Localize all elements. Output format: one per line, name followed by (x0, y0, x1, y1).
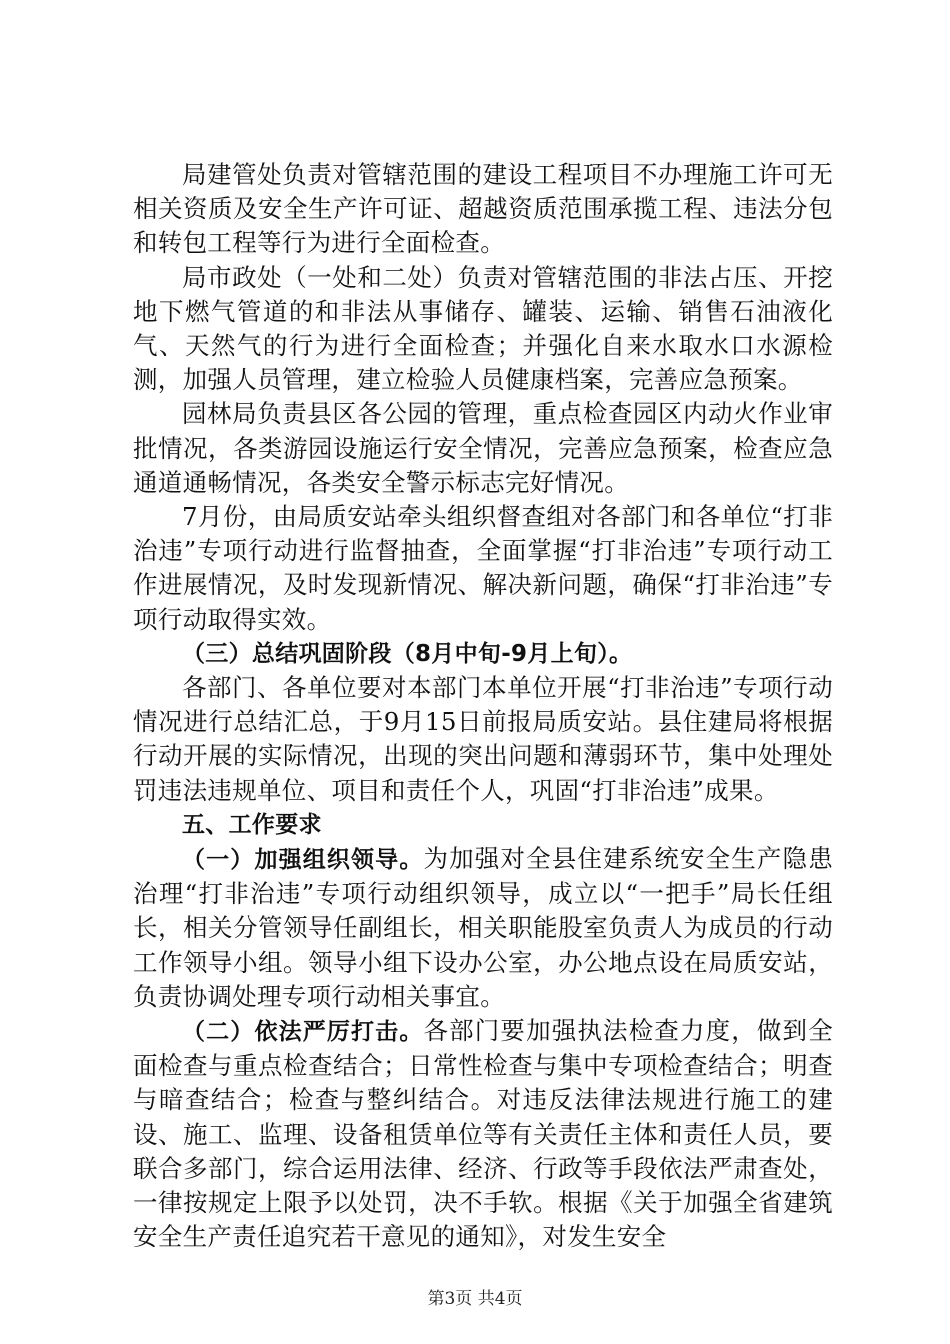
paragraph-strict-enforcement (133, 1014, 833, 1254)
page-number-footer: 第3页 共4页 (427, 1289, 523, 1309)
paragraph-july-inspection: 7月份，由局质安站牵头组织督查组对各部门和各单位“打非治违”专项行动进行监督抽查，全面掌握“打非治违”专项行动工作进展情况，及时发现新情况、解决新问题，确保“打非治违”专项行动取得实效。 (133, 502, 833, 634)
body-organization-leadership: 为加强对全县住建系统安全生产隐患治理“打非治违”专项行动组织领导，成立以“一把手”局长任组长，相关分管领导任副组长，相关职能股室负责人为成员的行动工作领导小组。领导小组下设办公室，办公地点设在局质安站，负责协调处理专项行动相关事宜。 (133, 844, 833, 1011)
paragraph-municipal-dept: 局市政处（一处和二处）负责对管辖范围的非法占压、开挖地下燃气管道的和非法从事储存、罐装、运输、销售石油液化气、天然气的行为进行全面检查；并强化自来水取水口水源检测，加强人员管理，建立检验人员健康档案，完善应急预案。 (133, 262, 833, 395)
body-strict-enforcement: 各部门要加强执法检查力度，做到全面检查与重点检查结合；日常性检查与集中专项检查结合；明查与暗查结合；检查与整纠结合。对违反法律法规进行施工的建设、施工、监理、设备租赁单位等有关责任主体和责任人员，要联合多部门，综合运用法律、经济、行政等手段依法严肃查处，一律按规定上限予以处罚，决不手软。根据《关于加强全省建筑安全生产责任追究若干意见的通知》，对发生安全 (133, 1016, 833, 1252)
document-body (133, 158, 833, 1255)
section-heading-work-requirements: 五、工作要求 (182, 811, 322, 838)
section-heading-summary-phase: （三）总结巩固阶段（8月中旬-9月上旬）。 (182, 640, 633, 667)
lead-organization-leadership: （一）加强组织领导。 (182, 847, 424, 874)
paragraph-summary-report: 各部门、各单位要对本部门本单位开展“打非治违”专项行动情况进行总结汇总，于9月15日前报局质安站。县住建局将根据行动开展的实际情况，出现的突出问题和薄弱环节，集中处理处罚违法违规单位、项目和责任个人，巩固“打非治违”成果。 (133, 673, 833, 805)
paragraph-construction-dept: 局建管处负责对管辖范围的建设工程项目不办理施工许可无相关资质及安全生产许可证、超越资质范围承揽工程、违法分包和转包工程等行为进行全面检查。 (133, 160, 833, 258)
paragraph-organization-leadership (133, 842, 833, 1014)
paragraph-parks-bureau: 园林局负责县区各公园的管理，重点检查园区内动火作业审批情况，各类游园设施运行安全情况，完善应急预案，检查应急通道通畅情况，各类安全警示标志完好情况。 (133, 399, 833, 497)
lead-strict-enforcement: （二）依法严厉打击。 (182, 1019, 424, 1046)
